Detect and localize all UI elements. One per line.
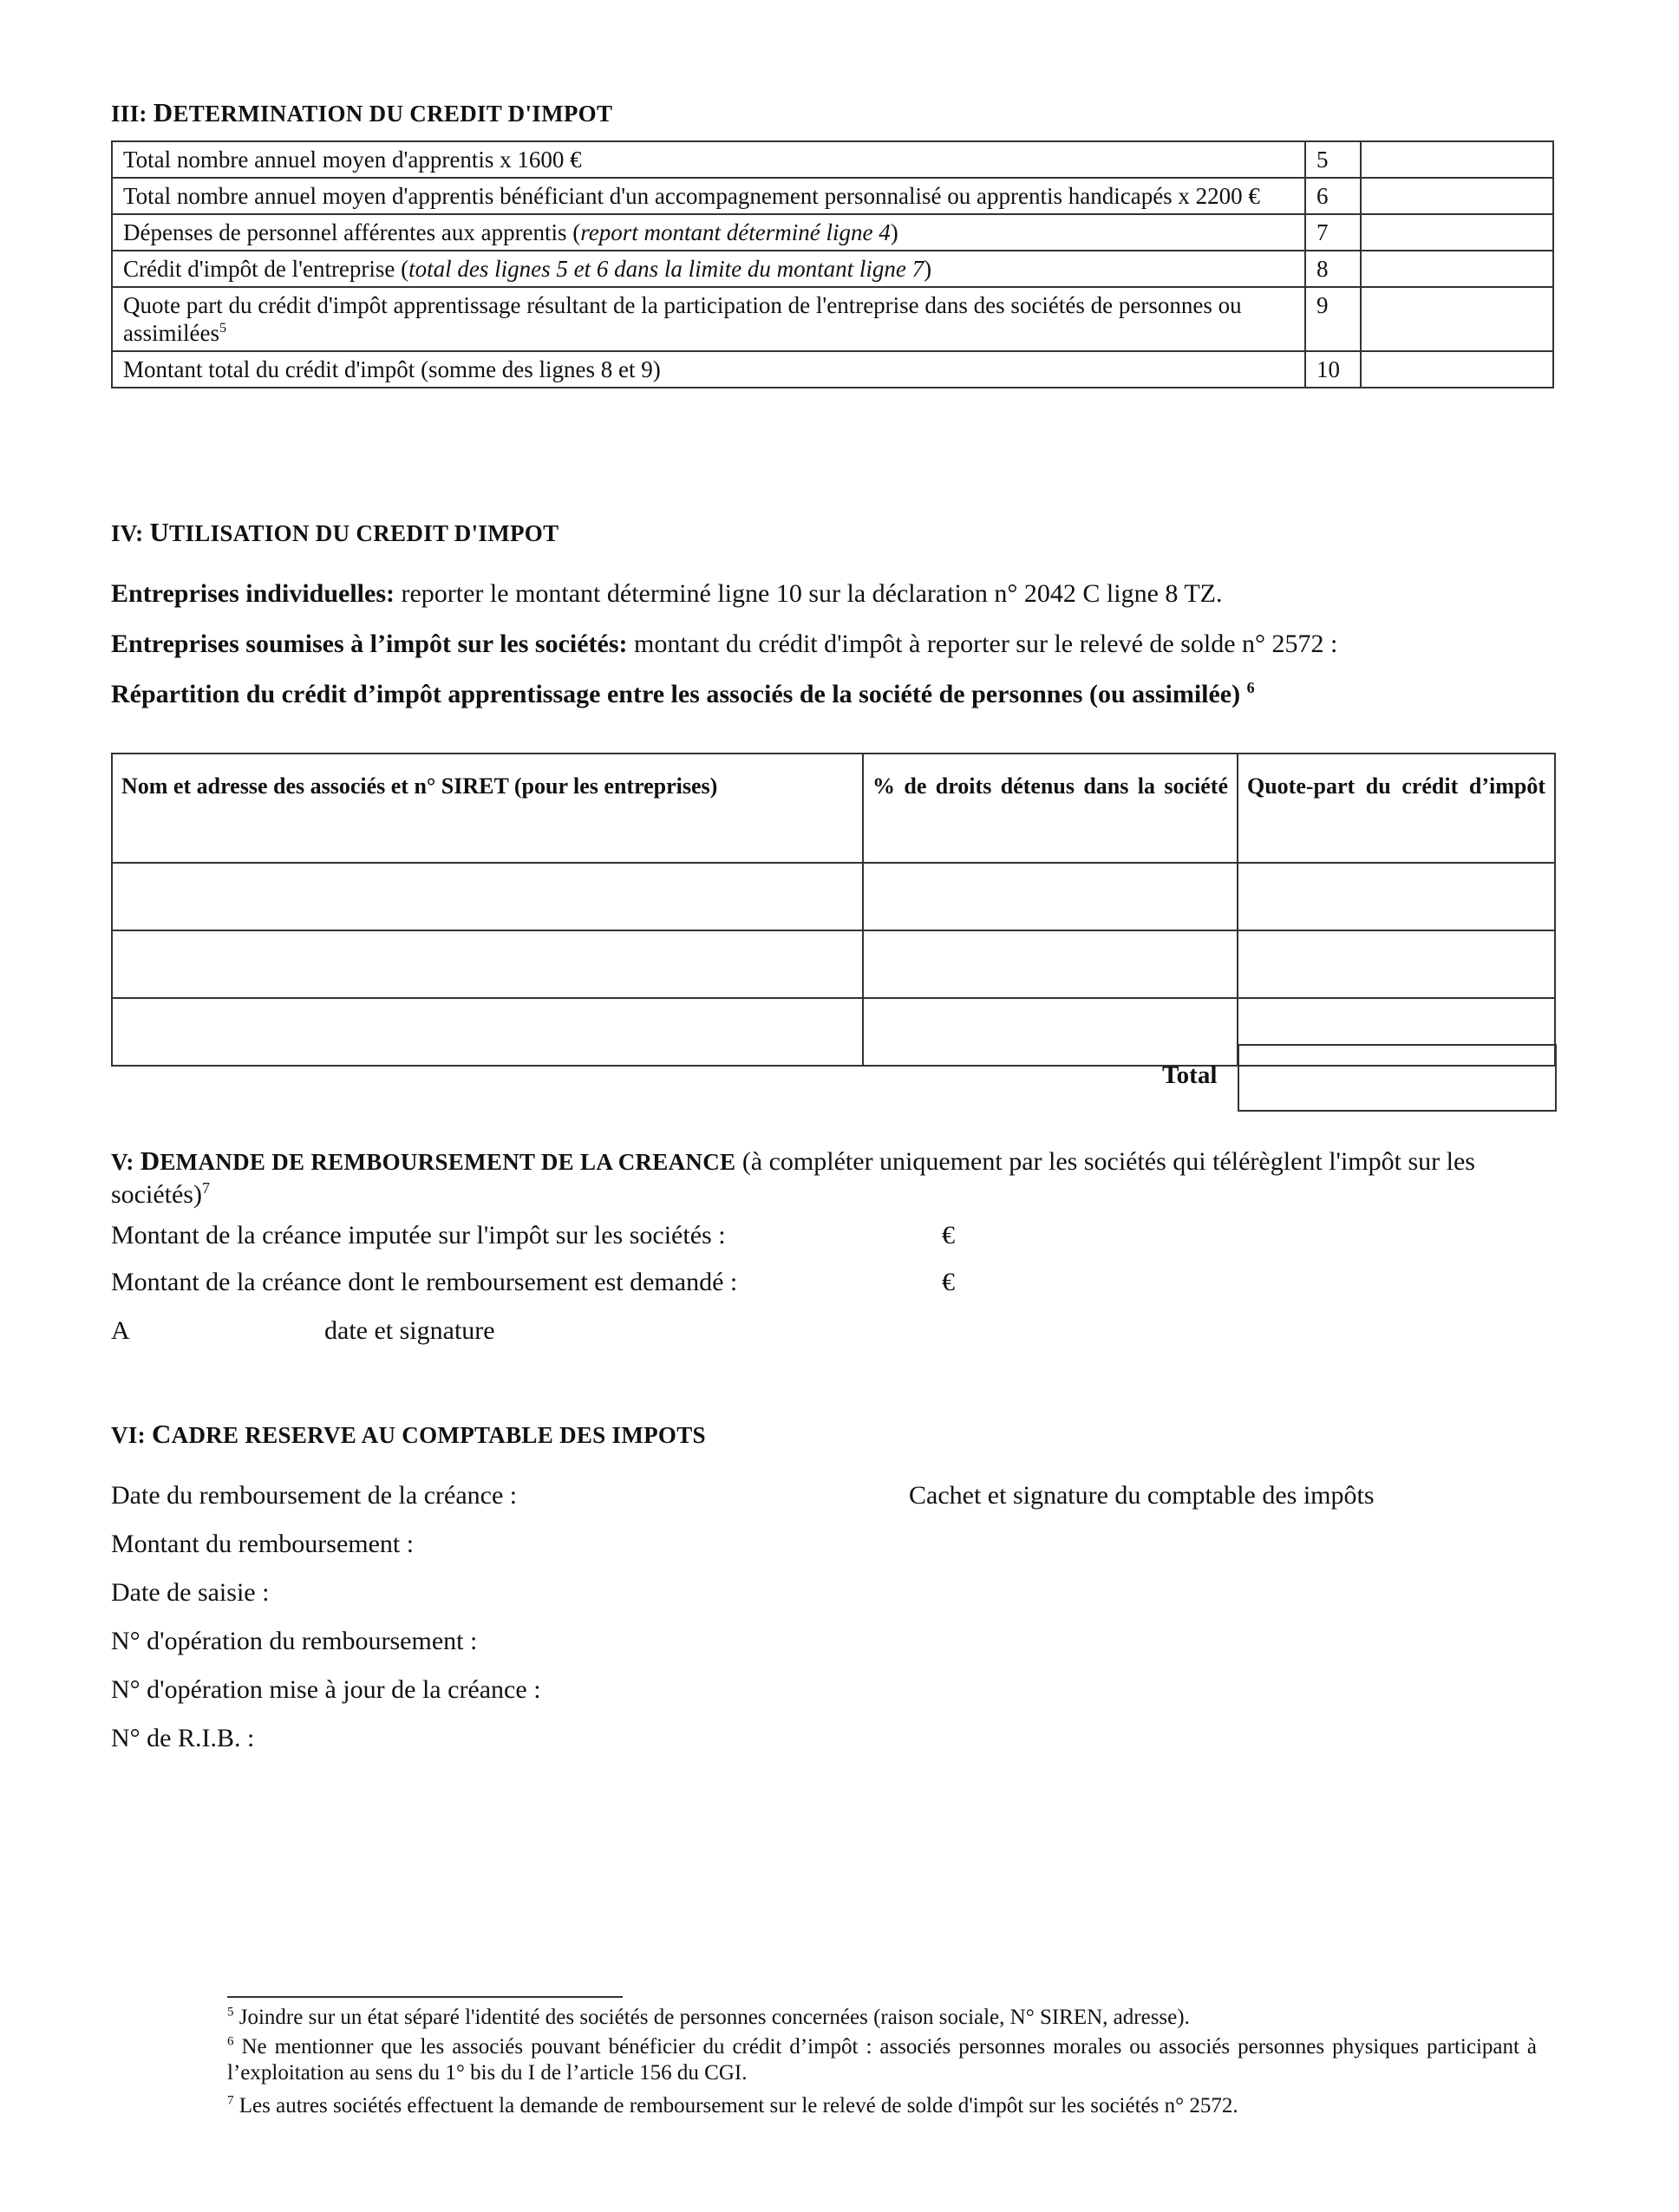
row-label: Montant total du crédit d'impôt (somme des lignes 8 et 9)	[112, 351, 1305, 388]
stamp-signature-label: Cachet et signature du comptable des impôts	[909, 1481, 1375, 1510]
share-field[interactable]	[863, 930, 1238, 998]
title-rest: ADRE RESERVE AU COMPTABLE DES IMPOTS	[171, 1422, 706, 1448]
table-row	[112, 178, 1553, 214]
section-5-title: V: DEMANDE DE REMBOURSEMENT DE LA CREANCE (à compléter uniquement par les sociétés qui télérèglent l'impôt sur les sociétés)$^7$	[111, 1145, 1475, 1209]
section-5-note: (à compléter uniquement par les sociétés qui télérèglent l'impôt sur les sociétés)	[111, 1147, 1475, 1209]
table-row	[112, 351, 1553, 388]
entry-date-label: Date de saisie :	[111, 1578, 270, 1607]
row-label: Dépenses de personnel afférentes aux apprentis (report montant déterminé ligne 4)	[112, 214, 1305, 251]
section-6-title	[111, 1419, 706, 1450]
column-header-name: Nom et adresse des associés et n° SIRET (pour les entreprises)	[112, 754, 863, 863]
table-row	[112, 214, 1553, 251]
rib-label: N° de R.I.B. :	[111, 1724, 255, 1752]
table-header-row	[112, 754, 1555, 863]
line-number: 6	[1305, 178, 1361, 214]
title-initial: C	[151, 1419, 172, 1449]
associates-table	[111, 753, 1556, 1067]
corporate-tax-text: Entreprises soumises à l’impôt sur les sociétés: montant du crédit d'impôt à reporter sur le relevé de solde n° 2572 :	[111, 630, 1338, 658]
table-row	[112, 141, 1553, 178]
share-field[interactable]	[863, 998, 1238, 1066]
section-number: III:	[111, 101, 147, 127]
row-label: Total nombre annuel moyen d'apprentis x 1600 €	[112, 141, 1305, 178]
euro-sign: €	[942, 1268, 955, 1296]
refund-amount-label: Montant du remboursement :	[111, 1530, 415, 1558]
table-row	[112, 930, 1555, 998]
footnote-7: $^7$ Les autres sociétés effectuent la demande de remboursement sur le relevé de solde d'impôt sur les sociétés n° 2572.	[227, 2093, 1238, 2117]
distribution-heading: Répartition du crédit d’impôt apprentissage entre les associés de la société de personnes (ou assimilée) $^6$	[111, 679, 1255, 708]
total-field[interactable]	[1238, 1044, 1557, 1112]
row-label: Quote part du crédit d'impôt apprentissage résultant de la participation de l'entreprise dans des sociétés de personnes ou assimilées$^5$	[112, 287, 1305, 351]
table-row	[112, 287, 1553, 351]
amount-field[interactable]	[1361, 214, 1553, 251]
amount-field[interactable]	[1361, 141, 1553, 178]
table-row	[112, 251, 1553, 287]
refund-date-label: Date du remboursement de la créance :	[111, 1481, 518, 1510]
title-initial: U	[149, 517, 170, 547]
amount-field[interactable]	[1361, 251, 1553, 287]
credit-determination-table	[111, 140, 1554, 388]
row-label: Crédit d'impôt de l'entreprise (total des lignes 5 et 6 dans la limite du montant ligne 7)	[112, 251, 1305, 287]
amount-field[interactable]	[1361, 287, 1553, 351]
section-number: VI:	[111, 1422, 146, 1448]
section-number: IV:	[111, 520, 144, 546]
footnote-separator	[227, 1996, 623, 1998]
table-row	[112, 863, 1555, 930]
refund-claim-label: Montant de la créance dont le remboursement est demandé :	[111, 1268, 738, 1296]
column-header-share: % de droits détenus dans la société	[863, 754, 1238, 863]
individual-companies-text: Entreprises individuelles: reporter le montant déterminé ligne 10 sur la déclaration n° 2042 C ligne 8 TZ.	[111, 579, 1223, 608]
quota-field[interactable]	[1238, 863, 1555, 930]
refund-operation-label: N° d'opération du remboursement :	[111, 1627, 478, 1655]
associate-name-field[interactable]	[112, 863, 863, 930]
row-label: Total nombre annuel moyen d'apprentis bénéficiant d'un accompagnement personnalisé ou apprentis handicapés x 2200 €	[112, 178, 1305, 214]
line-number: 8	[1305, 251, 1361, 287]
section-4-title	[111, 517, 559, 548]
total-label: Total	[1162, 1061, 1218, 1089]
share-field[interactable]	[863, 863, 1238, 930]
amount-field[interactable]	[1361, 351, 1553, 388]
imputed-claim-label: Montant de la créance imputée sur l'impôt sur les sociétés :	[111, 1221, 726, 1250]
quota-field[interactable]	[1238, 930, 1555, 998]
amount-field[interactable]	[1361, 178, 1553, 214]
date-signature-label: date et signature	[324, 1316, 495, 1345]
place-label: A	[111, 1316, 130, 1345]
footnote-5: $^5$ Joindre sur un état séparé l'identité des sociétés de personnes concernées (raison sociale, N° SIREN, adresse).	[227, 2005, 1190, 2029]
title-rest: ETERMINATION DU CREDIT D'IMPOT	[173, 101, 613, 127]
section-3-title	[111, 97, 612, 128]
associate-name-field[interactable]	[112, 998, 863, 1066]
update-operation-label: N° d'opération mise à jour de la créance :	[111, 1675, 541, 1704]
line-number: 5	[1305, 141, 1361, 178]
column-header-quota: Quote-part du crédit d’impôt	[1238, 754, 1555, 863]
title-rest: TILISATION DU CREDIT D'IMPOT	[169, 520, 559, 546]
euro-sign: €	[942, 1221, 955, 1250]
line-number: 10	[1305, 351, 1361, 388]
title-initial: D	[153, 97, 173, 127]
footnote-6: $^6$ Ne mentionner que les associés pouvant bénéficier du crédit d’impôt : associés personnes morales ou associés personnes physiques participant à l’exploitation au sens du 1° bis du I de l’article 156 du CGI.	[227, 2034, 1537, 2085]
associate-name-field[interactable]	[112, 930, 863, 998]
line-number: 7	[1305, 214, 1361, 251]
line-number: 9	[1305, 287, 1361, 351]
